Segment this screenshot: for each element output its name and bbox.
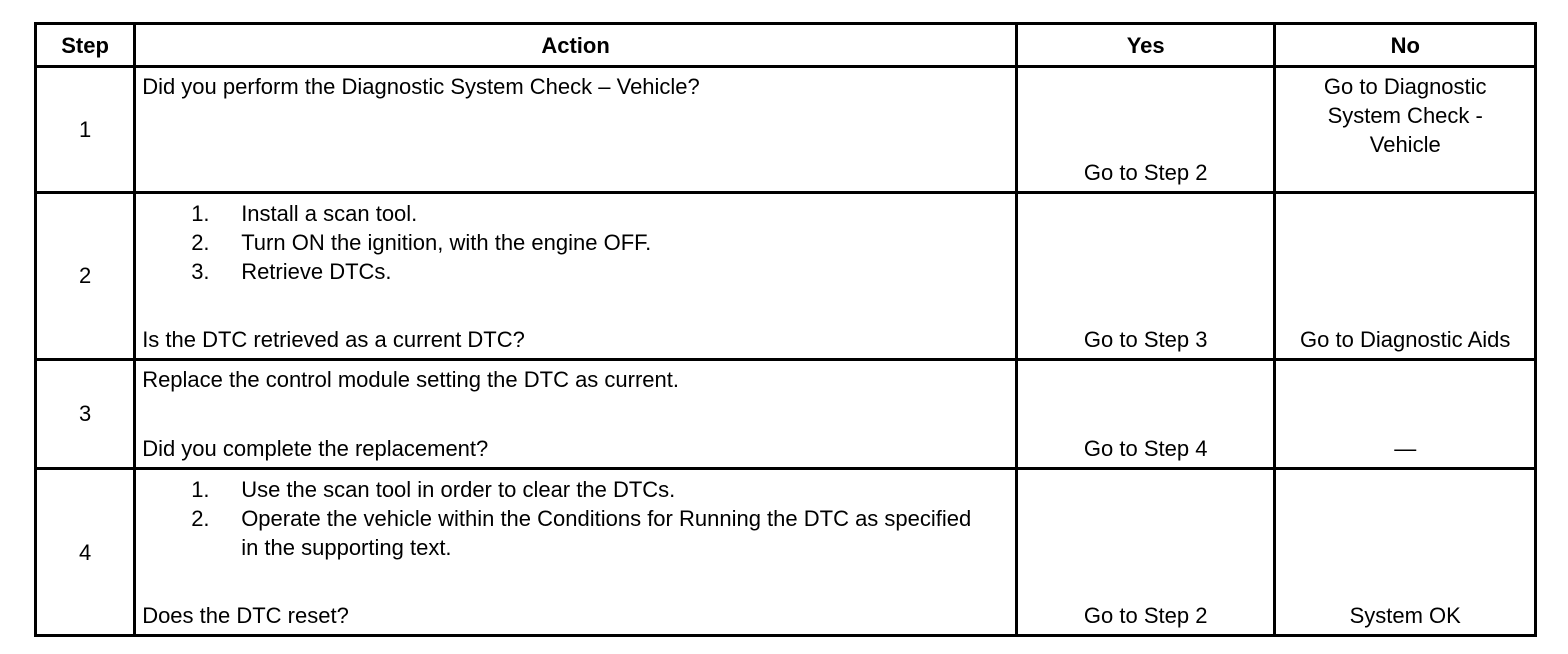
action-cell: [135, 359, 1017, 469]
instruction-item: [136, 257, 1015, 286]
table-row: [36, 67, 1536, 193]
instruction-list: [136, 470, 1015, 562]
action-cell: [135, 192, 1017, 359]
action-cell: [135, 469, 1017, 636]
yes-cell: Go to Step 3: [1016, 192, 1275, 359]
instruction-number: 3.: [191, 258, 210, 284]
header-step: Step: [36, 24, 135, 67]
step-number: 1: [36, 67, 135, 193]
table-row: [36, 359, 1536, 469]
no-line: System Check -: [1327, 103, 1483, 128]
diagnostic-table: [34, 22, 1537, 637]
no-line: Vehicle: [1369, 132, 1441, 157]
instruction-text: Operate the vehicle within the Conditions for Running the DTC as specified in the supporting text.: [241, 506, 972, 561]
instruction-number: 1.: [191, 477, 210, 503]
step-number: 3: [36, 359, 135, 469]
step-number: 2: [36, 192, 135, 359]
no-cell: [1275, 67, 1536, 193]
action-text: Did you perform the Diagnostic System Check – Vehicle?: [142, 74, 700, 99]
action-cell: [135, 67, 1017, 193]
instruction-number: 2.: [191, 506, 210, 532]
instruction-text: Turn ON the ignition, with the engine OFF.: [241, 229, 652, 255]
header-no: No: [1275, 24, 1536, 67]
instruction-item: [136, 475, 1015, 504]
instruction-text: Use the scan tool in order to clear the DTCs.: [241, 477, 676, 503]
table-row: [36, 192, 1536, 359]
instruction-number: 2.: [191, 229, 210, 255]
yes-cell: Go to Step 4: [1016, 359, 1275, 469]
question-text: Did you complete the replacement?: [142, 436, 489, 462]
no-cell: System OK: [1275, 469, 1536, 636]
yes-cell: Go to Step 2: [1016, 469, 1275, 636]
instruction-item: [136, 228, 1015, 257]
question-text: Does the DTC reset?: [142, 603, 349, 628]
header-action: Action: [135, 24, 1017, 67]
instruction-list: [136, 194, 1015, 286]
step-number: 4: [36, 469, 135, 636]
no-line: Go to Diagnostic: [1323, 74, 1487, 99]
table-row: [36, 469, 1536, 636]
instruction-number: 1.: [191, 200, 210, 226]
instruction-item: [136, 504, 1015, 562]
no-cell: —: [1275, 359, 1536, 469]
action-text: Replace the control module setting the DTC as current.: [142, 366, 680, 392]
instruction-text: Retrieve DTCs.: [241, 258, 392, 284]
instruction-item: [136, 199, 1015, 228]
no-cell: Go to Diagnostic Aids: [1275, 192, 1536, 359]
header-row: [36, 24, 1536, 67]
question-text: Is the DTC retrieved as a current DTC?: [142, 326, 525, 352]
yes-cell: Go to Step 2: [1016, 67, 1275, 193]
instruction-text: Install a scan tool.: [241, 200, 418, 226]
header-yes: Yes: [1016, 24, 1275, 67]
